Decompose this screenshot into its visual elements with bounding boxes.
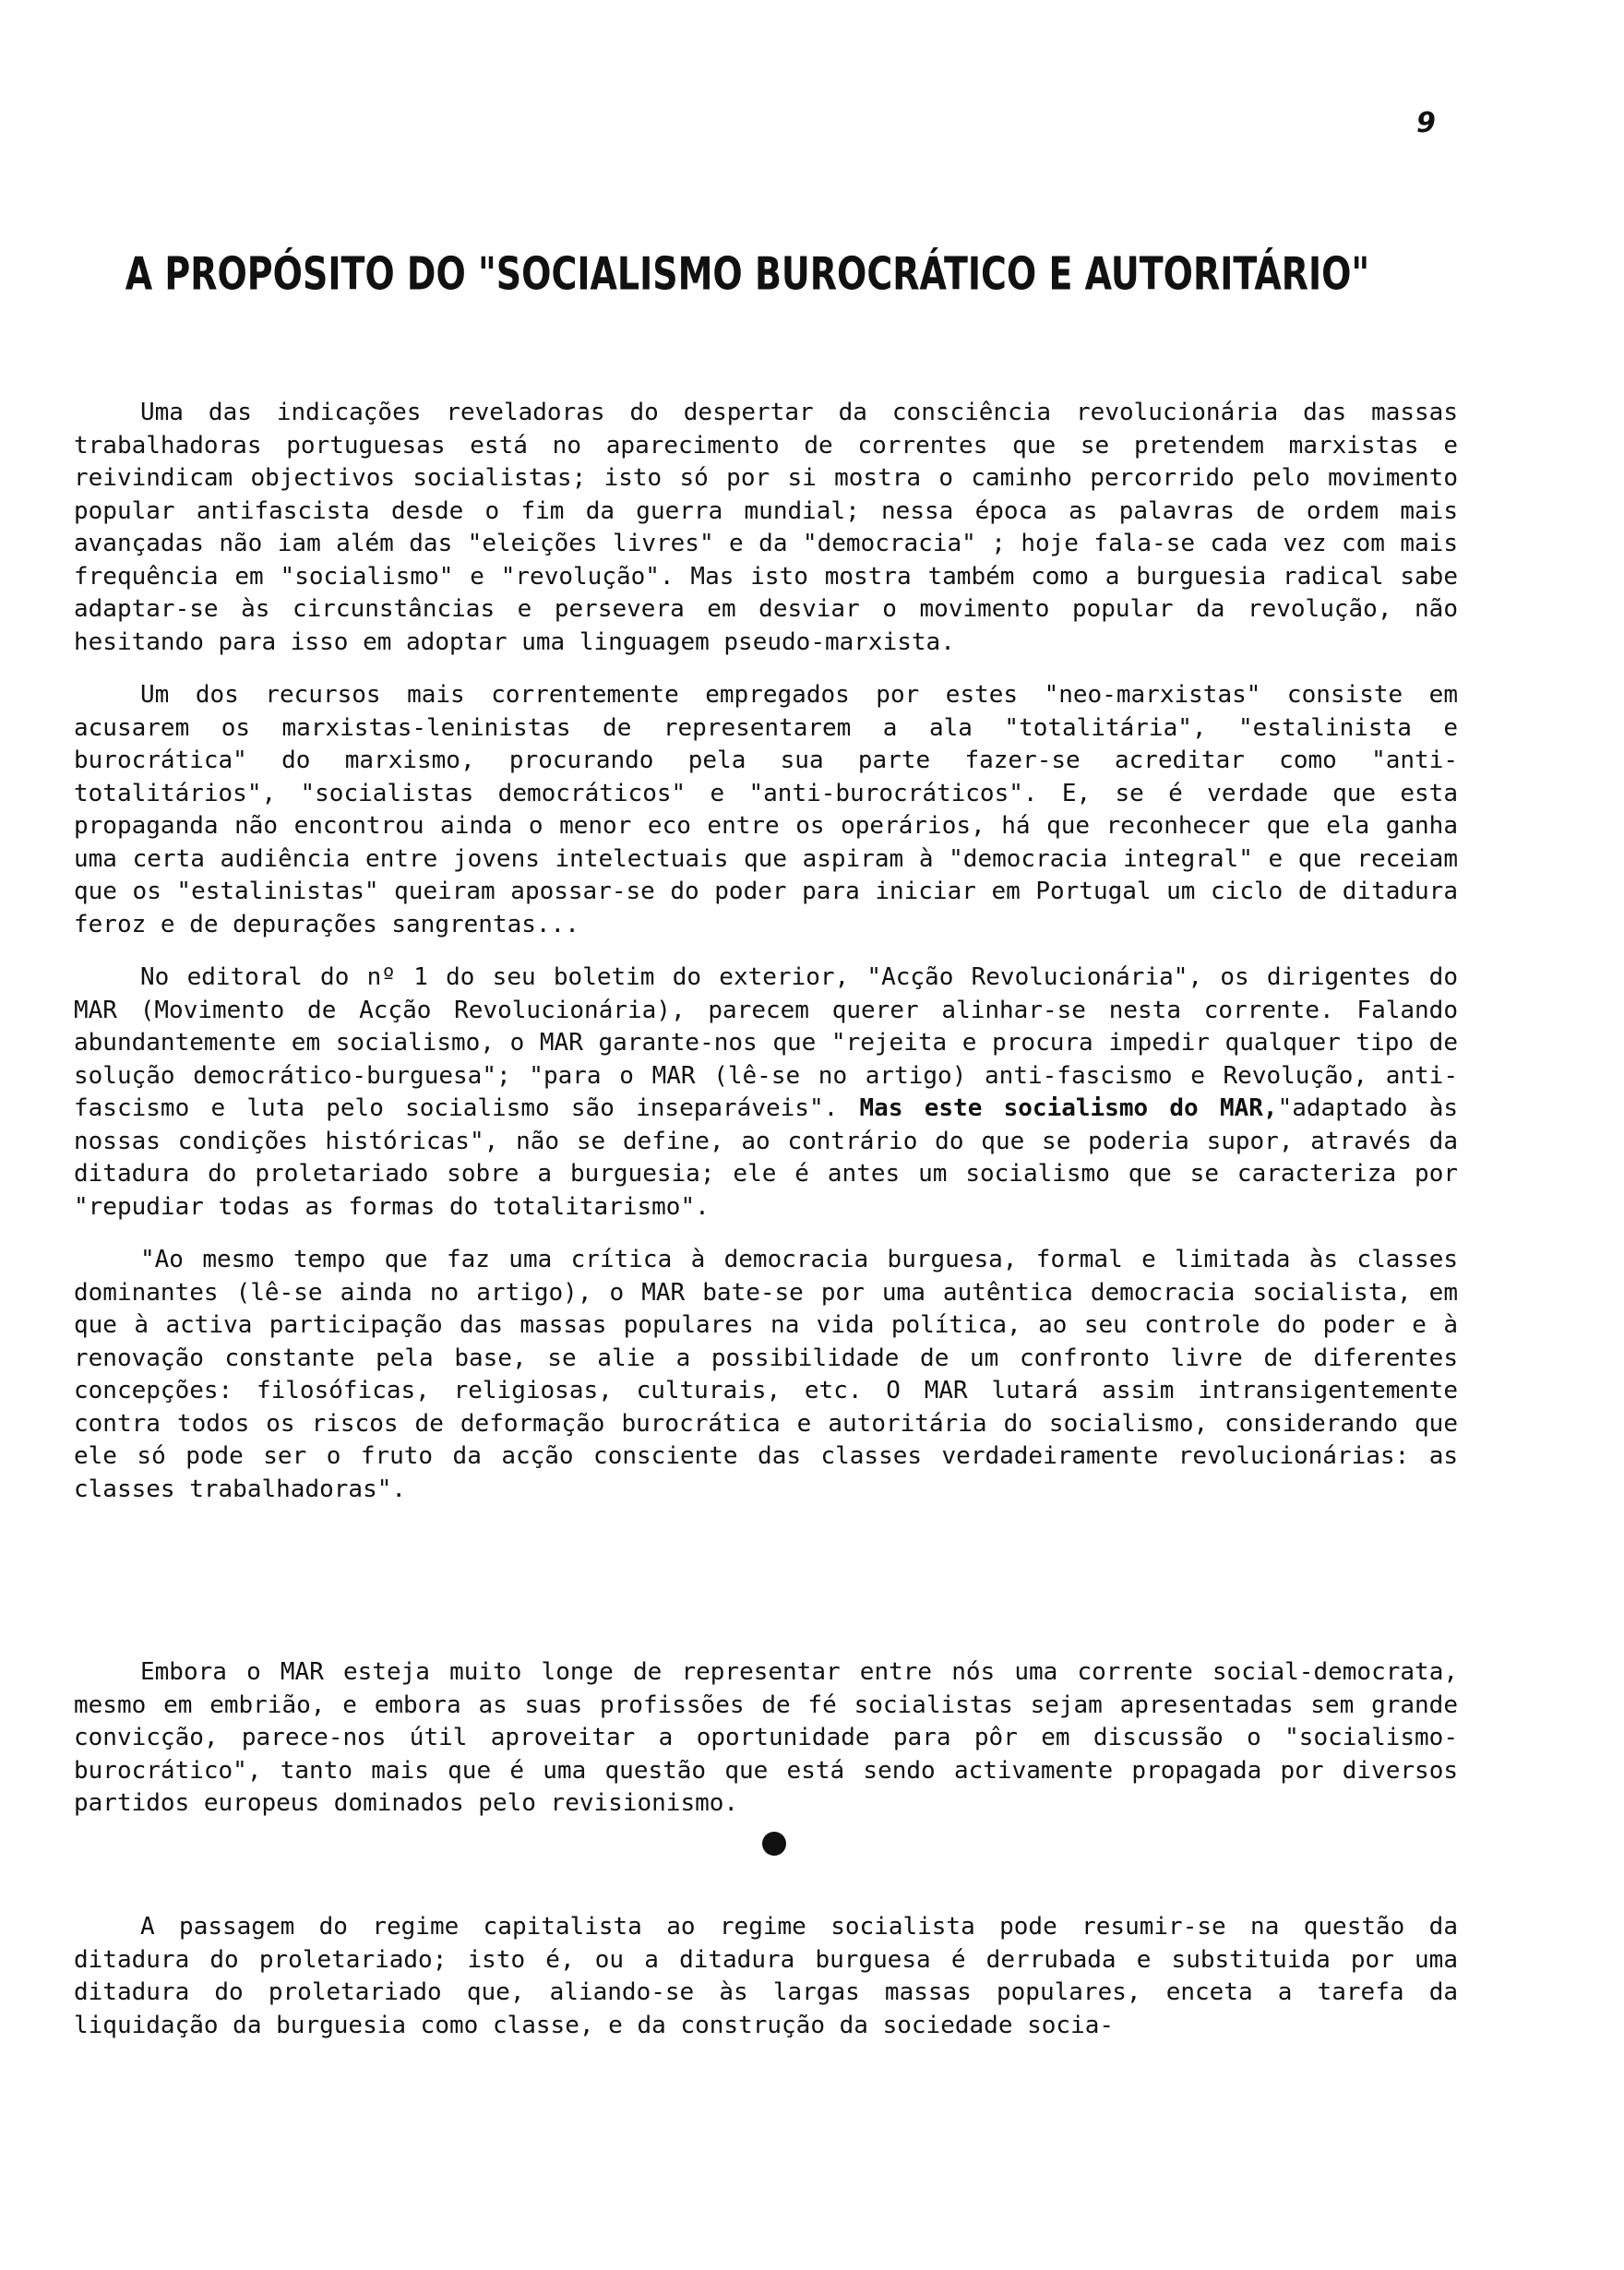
article-title: A PROPÓSITO DO "SOCIALISMO BUROCRÁTICO E AUTORITÁRIO" [125, 247, 1370, 301]
paragraph-3 [74, 962, 1458, 1224]
paragraph-6: A passagem do regime capitalista ao regime socialista pode resumir-se na questão da ditadura do proletariado; isto é, ou a ditadura burguesa é derrubada e substituida por uma ditadura do proletariado que, aliando-se às largas massas populares, enceta a tarefa da liquidação da burguesia como classe, e da construção da sociedade socia- [74, 1913, 1458, 2039]
paragraph-3-text: No editoral do nº 1 do seu boletim do exterior, "Acção Revolucionária", os dirigentes do MAR (Movimento de Acção Revolucionária), parecem querer alinhar-se nesta corrente. Falando abundantemente em socialismo, o MAR garante-nos que "rejeita e procura impedir qualquer tipo de solução democrático-burguesa"; "para o MAR (lê-se no artigo) anti-fascismo e Revolução, anti-fascismo e luta pelo socialismo são inseparáveis". [74, 963, 1458, 1122]
page-number: 9 [1416, 107, 1436, 139]
article-body-section-2 [74, 1911, 1458, 2042]
paragraph-3-continuation: "adaptado às nossas condições históricas", não se define, ao contrário do que se poderia supor, através da ditadura do proletariado sobre a burguesia; ele é antes um socialismo que se caracteriza por "repudiar todas as formas do totalitarismo". [74, 1094, 1459, 1221]
article-body-continued [74, 1656, 1458, 1821]
paragraph-5: Embora o MAR esteja muito longe de representar entre nós uma corrente social-democrata, mesmo em embrião, e embora as suas profissões de fé socialistas sejam apresentadas sem grande convicção, parece-nos útil aproveitar a oportunidade para pôr em discussão o "socialismo-burocrático", tanto mais que é uma questão que está sendo activamente propagada por diversos partidos europeus dominados pelo revisionismo. [74, 1658, 1458, 1817]
paragraph-2: Um dos recursos mais correntemente empregados por estes "neo-marxistas" consiste em acusarem os marxistas-leninistas de representarem a ala "totalitária", "estalinista e burocrática" do marxismo, procurando pela sua parte fazer-se acreditar como "anti-totalitários", "socialistas democráticos" e "anti-burocráticos". E, se é verdade que esta propaganda não encontrou ainda o menor eco entre os operários, há que reconhecer que ela ganha uma certa audiência entre jovens intelectuais que aspiram à "democracia integral" e que receiam que os "estalinistas" queiram apossar-se do poder para iniciar em Portugal um ciclo de ditadura feroz e de depurações sangrentas... [74, 681, 1458, 938]
paragraph-1: Uma das indicações reveladoras do despertar da consciência revolucionária das massas trabalhadoras portuguesas está no aparecimento de correntes que se pretendem marxistas e reivindicam objectivos socialistas; isto só por si mostra o caminho percorrido pelo movimento popular antifascista desde o fim da guerra mundial; nessa época as palavras de ordem mais avançadas não iam além das "eleições livres" e da "democracia" ; hoje fala-se cada vez com mais frequência em "socialismo" e "revolução". Mas isto mostra também como a burguesia radical sabe adaptar-se às circunstâncias e persevera em desviar o movimento popular da revolução, não hesitando para isso em adoptar uma linguagem pseudo-marxista. [74, 399, 1458, 656]
paragraph-4-quote: "Ao mesmo tempo que faz uma crítica à democracia burguesa, formal e limitada às classes dominantes (lê-se ainda no artigo), o MAR bate-se por uma autêntica democracia socialista, em que à activa participação das massas populares na vida política, ao seu controle do poder e à renovação constante pela base, se alie a possibilidade de um confronto livre de diferentes concepções: filosóficas, religiosas, culturais, etc. O MAR lutará assim intransigentemente contra todos os riscos de deformação burocrática e autoritária do socialismo, considerando que ele só pode ser o fruto da acção consciente das classes verdadeiramente revolucionárias: as classes trabalhadoras". [74, 1246, 1458, 1503]
paragraph-3-bold-phrase: Mas este socialismo do MAR, [859, 1094, 1278, 1122]
article-body [74, 397, 1458, 1506]
section-separator-bullet [762, 1832, 786, 1856]
